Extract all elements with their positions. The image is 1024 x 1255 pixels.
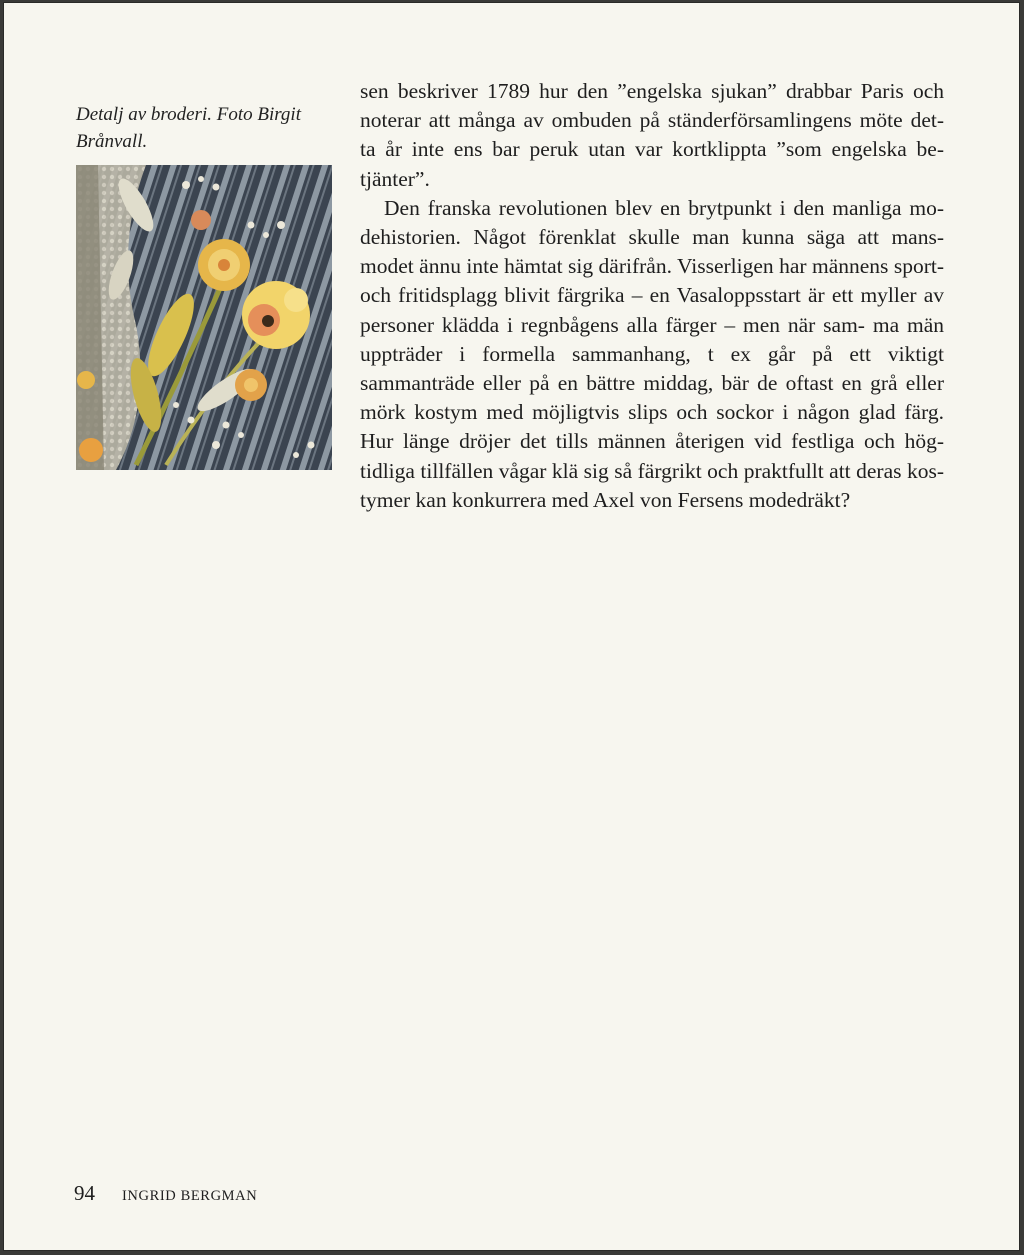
text-line: noterar att många av ombuden på ständerförsamlingens möte det- [360,108,944,133]
paragraph-1 [360,77,944,194]
paragraph-2 [360,194,944,515]
body-text [360,77,944,515]
text-line: sen beskriver 1789 hur den ”engelska sjukan” drabbar Paris och [360,79,944,103]
text-line: dehistorien. Något förenklat skulle man kunna säga att mans- [360,225,944,250]
page-number: 94 [74,1181,95,1205]
text-line: myller av personer klädda i regnbågens alla färger – men när sam- [360,283,944,337]
page-footer [74,1181,257,1206]
flower [198,239,250,291]
text-line: mörk kostym med möjligtvis slips och sockor i någon glad färg. [360,400,944,425]
text-line: Den franska revolutionen blev en brytpunkt i den manliga mo- [384,195,944,220]
text-line: ta år inte ens bar peruk utan var kortklippta ”som engelska be- [360,137,944,162]
photo-caption [76,101,336,155]
text-line: sport- och fritidsplagg blivit färgrika – en Vasaloppsstart är ett [360,254,945,308]
text-line: tjänter”. [360,166,430,191]
text-line: Hur länge dröjer det tills männen återigen vid festliga och hög- [360,429,944,454]
text-line: modet ännu inte hämtat sig därifrån. Visserligen har männens [360,254,889,279]
caption-line-1: Detalj av broderi. Foto Birgit [76,104,301,125]
text-line: tidliga tillfällen vågar klä sig så färgrikt och praktfullt att deras kos- [360,458,944,483]
text-line: sammanträde eller på en bättre middag, bär de oftast en grå eller [360,371,944,396]
book-page [3,2,1020,1251]
caption-line-2: Brånvall. [76,131,148,152]
running-head-author: INGRID BERGMAN [122,1188,258,1204]
embroidery-photo [76,165,332,470]
text-line: tymer kan konkurrera med Axel von Fersens modedräkt? [360,487,851,512]
text-line: ma män uppträder i formella sammanhang, t ex går på ett viktigt [360,312,944,366]
